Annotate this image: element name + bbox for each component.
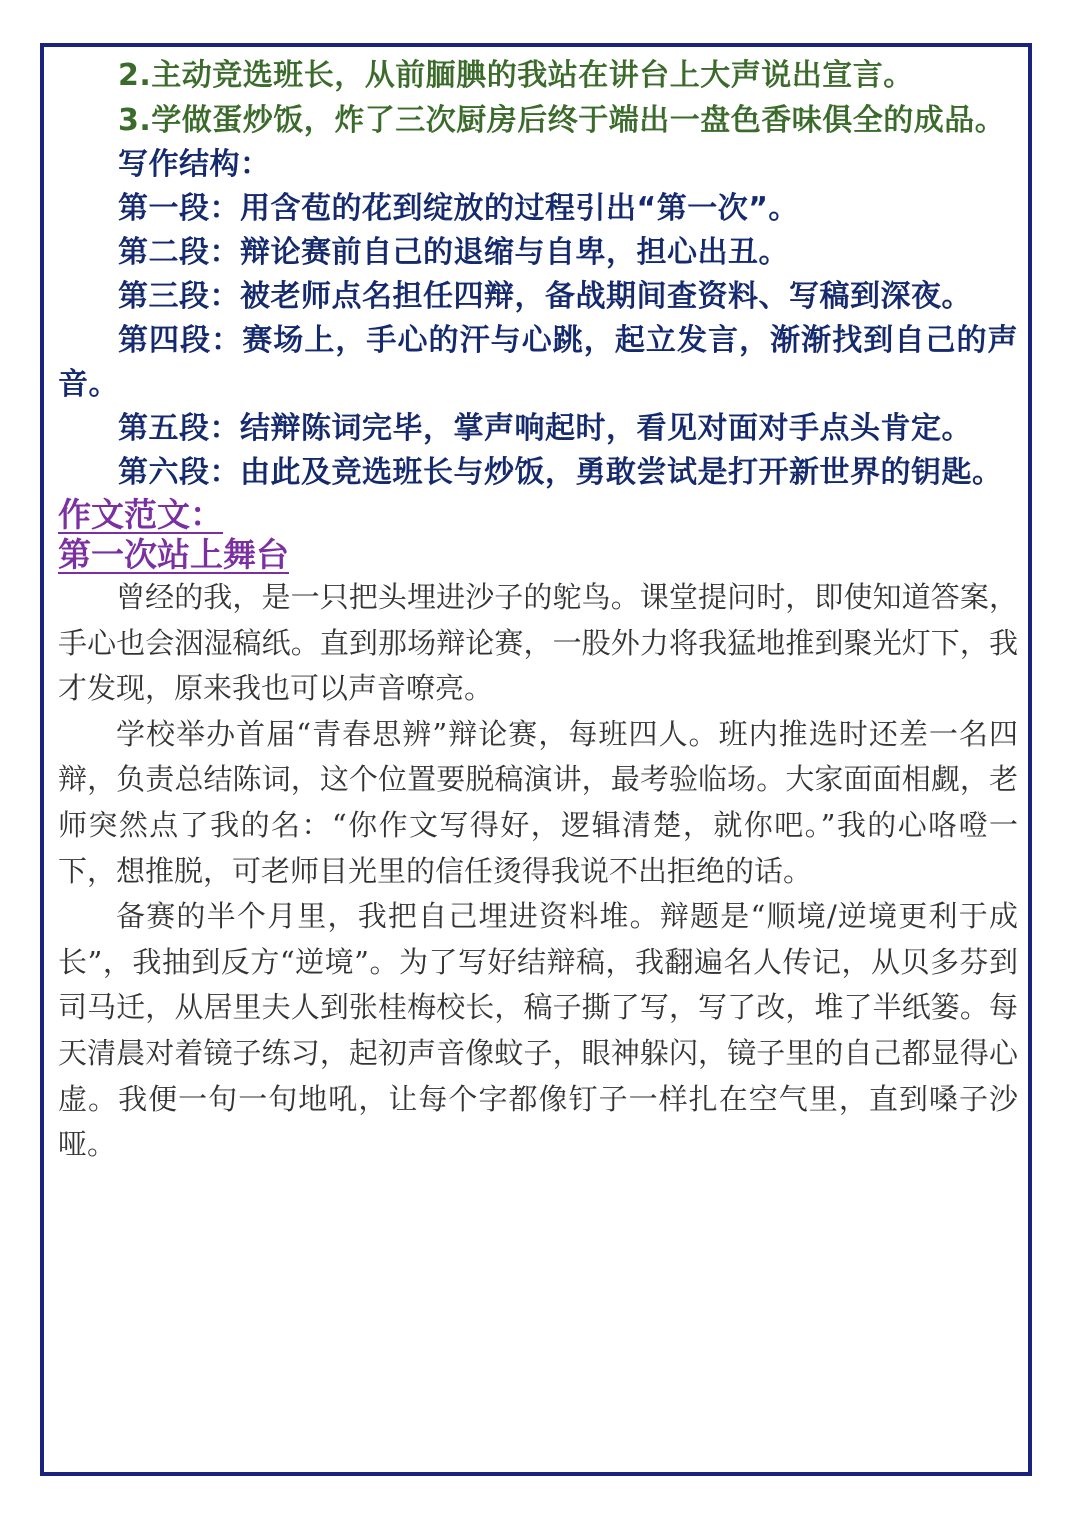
content-frame [40,43,1032,1476]
structure-paragraph-2: 第二段：辩论赛前自己的退缩与自卑，担心出丑。 [118,235,789,270]
essay-paragraph-1: 曾经的我，是一只把头埋进沙子的鸵鸟。课堂提问时，即使知道答案，手心也会洇湿稿纸。直到那场辩论赛，一股外力将我猛地推到聚光灯下，我才发现，原来我也可以声音嘹亮。 [58,580,1018,706]
document-content [58,53,1018,1168]
essay-paragraph-3: 备赛的半个月里，我把自己埋进资料堆。辩题是“顺境/逆境更利于成长”，我抽到反方“逆境”。为了写好结辩稿，我翻遍名人传记，从贝多芬到司马迁，从居里夫人到张桂梅校长，稿子撕了写，写了改，堆了半纸篓。每天清晨对着镜子练习，起初声音像蚊子，眼神躲闪，镜子里的自己都显得心虚。我便一句一句地吼，让每个字都像钉子一样扎在空气里，直到嗓子沙哑。 [58,899,1018,1162]
material-item-2: 2.主动竞选班长，从前腼腆的我站在讲台上大声说出宣言。 [118,58,914,93]
structure-paragraph-6: 第六段：由此及竞选班长与炒饭，勇敢尝试是打开新世界的钥匙。 [118,455,1003,490]
structure-paragraph-5: 第五段：结辩陈词完毕，掌声响起时，看见对面对手点头肯定。 [118,411,972,446]
writing-structure-heading: 写作结构： [118,147,271,182]
structure-paragraph-1: 第一段：用含苞的花到绽放的过程引出“第一次”。 [118,191,799,226]
essay-paragraph-2: 学校举办首届“青春思辨”辩论赛，每班四人。班内推选时还差一名四辩，负责总结陈词，这个位置要脱稿演讲，最考验临场。大家面面相觑，老师突然点了我的名：“你作文写得好，逻辑清楚，就你吧。”我的心咯噔一下，想推脱，可老师目光里的信任烫得我说不出拒绝的话。 [58,716,1018,888]
essay-title: 第一次站上舞台 [58,535,289,574]
structure-paragraph-3: 第三段：被老师点名担任四辩，备战期间查资料、写稿到深夜。 [118,279,972,314]
essay-label: 作文范文： [58,495,223,534]
structure-paragraph-4: 第四段：赛场上，手心的汗与心跳，起立发言，渐渐找到自己的声音。 [58,323,1018,402]
material-item-3: 3.学做蛋炒饭，炸了三次厨房后终于端出一盘色香味俱全的成品。 [118,103,1006,138]
